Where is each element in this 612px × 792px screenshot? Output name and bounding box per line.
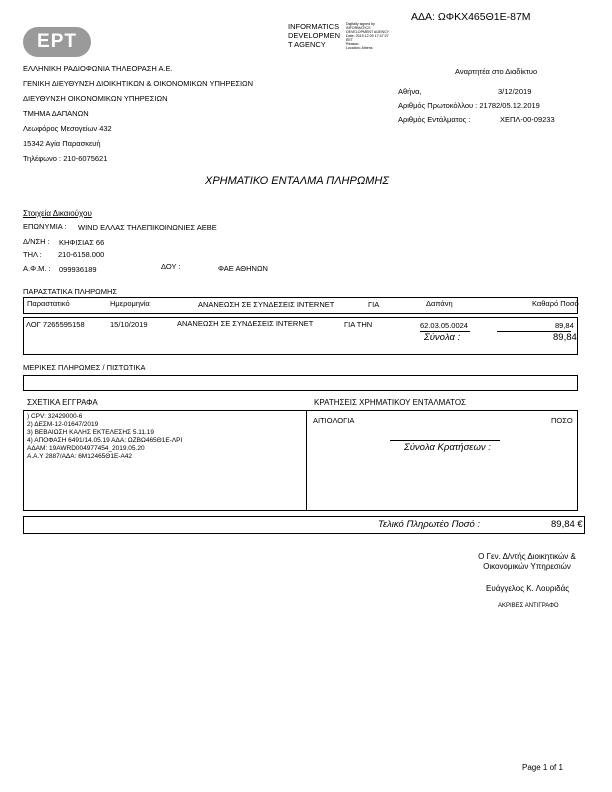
ada-number: ΑΔΑ: ΩΦΚΧ465Θ1Ε-87Μ — [411, 11, 531, 23]
agency-line: INFORMATICS — [288, 22, 340, 31]
row-doc: ΛΟΓ 7265595158 — [26, 320, 85, 329]
beneficiary-address: ΚΗΦΙΣΙΑΣ 66 — [59, 238, 105, 247]
final-amount-value: 89,84 € — [551, 519, 583, 530]
beneficiary-name: WIND ΕΛΛΑΣ ΤΗΛΕΠΙΚΟΙΝΩΝΙΕΣ ΑΕΒΕ — [78, 223, 217, 232]
org-info — [23, 61, 253, 166]
posted-note: Αναρτητέα στο Διαδίκτυο — [455, 67, 538, 76]
document-title: ΧΡΗΜΑΤΙΚΟ ΕΝΤΑΛΜΑ ΠΛΗΡΩΜΗΣ — [205, 175, 389, 187]
address-label: Δ/ΝΣΗ : — [23, 237, 50, 246]
row-for: ΓΙΑ ΤΗΝ — [344, 320, 373, 329]
deductions-rule — [390, 440, 500, 441]
phone-label: ΤΗΛ : — [23, 250, 42, 259]
final-amount-box — [23, 516, 585, 534]
page-number: Page 1 of 1 — [522, 763, 563, 772]
total-label: Σύνολα : — [424, 332, 461, 343]
deduction-amount-label: ΠΟΣΟ — [551, 416, 573, 425]
signatory-title-line: Οικονομικών Υπηρεσιών — [483, 562, 571, 571]
row-expense: 62.03.05.0024 — [420, 321, 468, 330]
beneficiary-doy: ΦΑΕ ΑΘΗΝΩΝ — [218, 264, 268, 273]
athens-date: 3/12/2019 — [498, 87, 532, 96]
org-line: ΓΕΝΙΚΗ ΔΙΕΥΘΥΝΣΗ ΔΙΟΙΚΗΤΙΚΩΝ & ΟΙΚΟΝΟΜΙΚΩΝ ΥΠΗΡΕΣΙΩΝ — [23, 79, 254, 88]
sig-note-line: EET — [346, 38, 353, 42]
related-doc-line: ) CPV: 32429000-6 — [27, 413, 83, 420]
signatory-title — [470, 552, 584, 572]
sig-note-line: Digitally signed by — [346, 22, 375, 26]
digital-signature-note — [346, 22, 389, 50]
row-amount: 89,84 — [555, 321, 574, 330]
sig-note-line: DEVELOPMENT AGENCY — [346, 30, 390, 34]
deductions-heading: ΚΡΑΤΗΣΕΙΣ ΧΡΗΜΑΤΙΚΟΥ ΕΝΤΑΛΜΑΤΟΣ — [314, 398, 466, 407]
name-label: ΕΠΩΝΥΜΙΑ : — [23, 222, 67, 231]
col-for: ΓΙΑ — [368, 300, 380, 309]
col-doc: Παραστατικό — [27, 299, 70, 308]
col-amount: Καθαρό Ποσό — [532, 299, 579, 308]
row-date: 15/10/2019 — [110, 320, 148, 329]
beneficiary-phone: 210-6158.000 — [58, 250, 105, 259]
related-doc-line: 2) ΔΕΣΜ-12-01647/2019 — [27, 421, 99, 428]
sig-note-line: Date: 2019.12.09 17:47:27 — [346, 34, 389, 38]
sig-note-line: Location: Athens — [346, 46, 373, 50]
related-doc-line: ΑΔΑΜ: 19AWRD004977454_2019.05.20 — [27, 445, 145, 452]
doy-label: ΔΟΥ : — [161, 262, 181, 271]
signatory-name: Ευάγγελος Κ. Λουριδάς — [486, 584, 570, 593]
certified-copy-stamp: ΑΚΡΙΒΕΣ ΑΝΤΙΓΡΑΦΟ — [498, 603, 559, 609]
org-line: Λεωφόρος Μεσογείων 432 — [23, 124, 112, 133]
partial-heading: ΜΕΡΙΚΕΣ ΠΛΗΡΩΜΕΣ / ΠΙΣΤΩΤΙΚΑ — [23, 363, 146, 372]
related-doc-line: Α.Α.Υ 2887/ΑΔΑ: 6Μ12465Θ1Ε-Α42 — [27, 453, 133, 460]
signatory-title-line: Ο Γεν. Δ/ντής Διοικητικών & — [478, 552, 576, 561]
related-heading: ΣΧΕΤΙΚΑ ΕΓΓΡΑΦΑ — [27, 398, 98, 407]
athens-label: Αθήνα, — [398, 87, 422, 96]
afm-label: Α.Φ.Μ. : — [23, 264, 51, 273]
org-line: 15342 Αγία Παρασκευή — [23, 139, 101, 148]
agency-name — [288, 22, 340, 49]
beneficiary-heading: Στοιχεία Δικαιούχου — [23, 209, 92, 218]
col-expense: Δαπάνη — [426, 299, 453, 308]
agency-line: DEVELOPMEN — [288, 31, 341, 40]
related-doc-line: 4) ΑΠΟΦΑΣΗ 6491/14.05.19 ΑΔΑ: ΩΖΒΩ465Θ1Ε-ΛΡΙ — [27, 437, 183, 444]
payment-docs-heading: ΠΑΡΑΣΤΑΤΙΚΑ ΠΛΗΡΩΜΗΣ — [23, 287, 118, 296]
order-label: Αριθμός Εντάλματος : — [398, 115, 471, 124]
partial-box — [23, 375, 578, 391]
org-line: Τηλέφωνο : 210-6075621 — [23, 154, 108, 163]
org-line: ΕΛΛΗΝΙΚΗ ΡΑΔΙΟΦΩΝΙΑ ΤΗΛΕΟΡΑΣΗ Α.Ε. — [23, 64, 173, 73]
agency-line: T AGENCY — [288, 40, 326, 49]
deductions-total-label: Σύνολα Κρατήσεων : — [404, 442, 491, 453]
total-amount: 89,84 — [553, 332, 577, 343]
column-divider — [306, 410, 307, 511]
order-number: ΧΕΠΛ-00-09233 — [500, 115, 555, 124]
col-date: Ημερομηνία — [110, 299, 150, 308]
col-description: ΑΝΑΝΕΩΣΗ ΣΕ ΣΥΝΔΕΣΕΙΣ INTERNET — [198, 300, 335, 309]
sig-note-line: INFORMATICS — [346, 26, 371, 30]
final-amount-label: Τελικό Πληρωτέο Ποσό : — [378, 519, 481, 530]
reason-label: ΑΙΤΙΟΛΟΓΙΑ — [313, 416, 355, 425]
org-line: ΤΜΗΜΑ ΔΑΠΑΝΩΝ — [23, 109, 89, 118]
beneficiary-afm: 099936189 — [59, 265, 97, 274]
sig-note-line: Reason: — [346, 42, 360, 46]
row-description: ΑΝΑΝΕΩΣΗ ΣΕ ΣΥΝΔΕΣΕΙΣ INTERNET — [177, 319, 314, 328]
related-docs-list — [27, 413, 182, 461]
ert-logo: ΕΡΤ — [23, 27, 91, 57]
related-doc-line: 3) ΒΕΒΑΙΩΣΗ ΚΑΛΗΣ ΕΚΤΕΛΕΣΗΣ 5.11.19 — [27, 429, 155, 436]
org-line: ΔΙΕΥΘΥΝΣΗ ΟΙΚΟΝΟΜΙΚΩΝ ΥΠΗΡΕΣΙΩΝ — [23, 94, 168, 103]
protocol-number: Αριθμός Πρωτοκόλλου : 21782/05.12.2019 — [398, 101, 540, 110]
